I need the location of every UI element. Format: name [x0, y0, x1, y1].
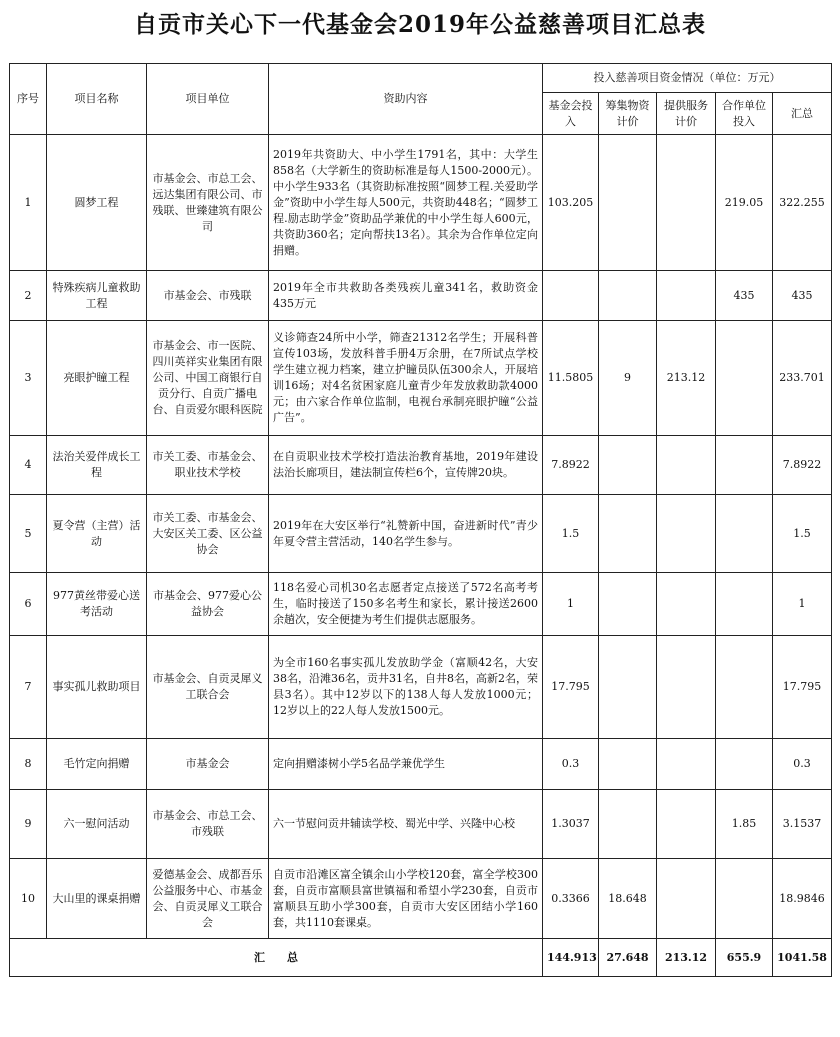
grand-total: 1041.58 — [773, 939, 832, 977]
funding-content: 118名爱心司机30名志愿者定点接送了572名高考考生，临时接送了150多名考生和家长，累计接送2600余趟次，安全便捷为考生们提供志愿服务。 — [269, 573, 543, 636]
header-project-name: 项目名称 — [47, 64, 147, 135]
row-number: 5 — [10, 495, 47, 573]
project-unit: 市基金会、977爱心公益协会 — [147, 573, 269, 636]
funding-content: 六一节慰问贡井辅读学校、蜀光中学、兴隆中心校 — [269, 790, 543, 859]
project-name: 亮眼护瞳工程 — [47, 321, 147, 436]
materials-value — [599, 739, 657, 790]
foundation-input: 1 — [543, 573, 599, 636]
foundation-input: 1.3037 — [543, 790, 599, 859]
foundation-input: 11.5805 — [543, 321, 599, 436]
partner-input — [716, 636, 773, 739]
foundation-input — [543, 271, 599, 321]
row-total: 7.8922 — [773, 436, 832, 495]
partner-input — [716, 436, 773, 495]
row-total: 233.701 — [773, 321, 832, 436]
materials-value: 9 — [599, 321, 657, 436]
project-unit: 市关工委、市基金会、大安区关工委、区公益协会 — [147, 495, 269, 573]
materials-value — [599, 495, 657, 573]
services-value — [657, 495, 716, 573]
funding-content: 2019年在大安区举行“礼赞新中国，奋进新时代”青少年夏令营主营活动，140名学生参与。 — [269, 495, 543, 573]
materials-value — [599, 790, 657, 859]
project-unit: 市基金会、市一医院、四川英祥实业集团有限公司、中国工商银行自贡分行、自贡广播电台、自贡爱尔眼科医院 — [147, 321, 269, 436]
header-col-partners: 合作单位投入 — [716, 93, 773, 135]
row-number: 7 — [10, 636, 47, 739]
total-materials: 27.648 — [599, 939, 657, 977]
foundation-input: 7.8922 — [543, 436, 599, 495]
project-unit: 市关工委、市基金会、职业技术学校 — [147, 436, 269, 495]
row-total: 1 — [773, 573, 832, 636]
project-name: 夏令营（主营）活动 — [47, 495, 147, 573]
funding-content: 义诊筛查24所中小学，筛查21312名学生；开展科普宣传103场，发放科普手册4万余册，在7所试点学校学生建立视力档案，建立护瞳员队伍300余人，开展培训16场；对4名贫困家庭儿童青少年发放救助款4000元；由六家合作单位监制，电视台承制亮眼护瞳“公益广告”。 — [269, 321, 543, 436]
services-value — [657, 436, 716, 495]
row-total: 435 — [773, 271, 832, 321]
row-number: 9 — [10, 790, 47, 859]
row-number: 8 — [10, 739, 47, 790]
partner-input: 219.05 — [716, 135, 773, 271]
partner-input: 1.85 — [716, 790, 773, 859]
funding-content: 2019年全市共救助各类残疾儿童341名，救助资金435万元 — [269, 271, 543, 321]
row-number: 1 — [10, 135, 47, 271]
funding-content: 在自贡职业技术学校打造法治教育基地，2019年建设法治长廊项目，建法制宣传栏6个，宣传牌20块。 — [269, 436, 543, 495]
header-funding-group: 投入慈善项目资金情况（单位：万元） — [543, 64, 832, 93]
services-value — [657, 859, 716, 939]
header-col-services: 提供服务计价 — [657, 93, 716, 135]
project-unit: 市基金会、市总工会、远达集团有限公司、市残联、世臻建筑有限公司 — [147, 135, 269, 271]
funding-content: 自贡市沿滩区富全镇余山小学校120套，富全学校300套，自贡市富顺县富世镇福和希望小学230套，自贡市富顺县互助小学300套，自贡市大安区团结小学160套，共1110套课桌。 — [269, 859, 543, 939]
project-name: 毛竹定向捐赠 — [47, 739, 147, 790]
partner-input: 435 — [716, 271, 773, 321]
row-total: 3.1537 — [773, 790, 832, 859]
services-value: 213.12 — [657, 321, 716, 436]
project-name: 特殊疾病儿童救助工程 — [47, 271, 147, 321]
project-name: 事实孤儿救助项目 — [47, 636, 147, 739]
header-col-total: 汇总 — [773, 93, 832, 135]
services-value — [657, 739, 716, 790]
row-total: 17.795 — [773, 636, 832, 739]
project-unit: 市基金会、自贡灵犀义工联合会 — [147, 636, 269, 739]
services-value — [657, 790, 716, 859]
header-col-materials: 筹集物资计价 — [599, 93, 657, 135]
row-number: 3 — [10, 321, 47, 436]
materials-value — [599, 573, 657, 636]
project-name: 六一慰问活动 — [47, 790, 147, 859]
header-row-1 — [10, 64, 832, 93]
table-row — [10, 636, 832, 739]
services-value — [657, 271, 716, 321]
partner-input — [716, 321, 773, 436]
materials-value — [599, 436, 657, 495]
foundation-input: 17.795 — [543, 636, 599, 739]
partner-input — [716, 495, 773, 573]
table-row — [10, 739, 832, 790]
table-row — [10, 495, 832, 573]
materials-value — [599, 636, 657, 739]
row-total: 322.255 — [773, 135, 832, 271]
services-value — [657, 636, 716, 739]
services-value — [657, 135, 716, 271]
table-row — [10, 321, 832, 436]
project-unit: 市基金会、市残联 — [147, 271, 269, 321]
row-number: 6 — [10, 573, 47, 636]
page-title: 自贡市关心下一代基金会2019年公益慈善项目汇总表 — [133, 11, 706, 38]
funding-content: 为全市160名事实孤儿发放助学金（富顺42名，大安38名，沿滩36名，贡井31名，自井8名，高新2名，荣县3名）。其中12岁以下的138人每人发放1000元；12岁以上的22人每人发放1500元。 — [269, 636, 543, 739]
total-row — [10, 939, 832, 977]
row-total: 18.9846 — [773, 859, 832, 939]
row-total: 0.3 — [773, 739, 832, 790]
partner-input — [716, 739, 773, 790]
header-content: 资助内容 — [269, 64, 543, 135]
funding-content: 2019年共资助大、中小学生1791名，其中：大学生858名（大学新生的资助标准是每人1500-2000元）。中小学生933名（其资助标准按照“圆梦工程.关爱助学金”资助中小学生每人500元，共资助448名；“圆梦工程.励志助学金”资助品学兼优的中小学生每人600元，共资助360名；定向帮扶13名）。其余为合作单位定向捐赠。 — [269, 135, 543, 271]
foundation-input: 1.5 — [543, 495, 599, 573]
total-label: 汇 总 — [10, 939, 543, 977]
project-name: 977黄丝带爱心送考活动 — [47, 573, 147, 636]
row-number: 10 — [10, 859, 47, 939]
foundation-input: 0.3366 — [543, 859, 599, 939]
row-number: 4 — [10, 436, 47, 495]
summary-table — [9, 63, 832, 977]
header-project-unit: 项目单位 — [147, 64, 269, 135]
table-row — [10, 790, 832, 859]
foundation-input: 0.3 — [543, 739, 599, 790]
partner-input — [716, 573, 773, 636]
table-row — [10, 436, 832, 495]
materials-value — [599, 271, 657, 321]
header-seq: 序号 — [10, 64, 47, 135]
project-unit: 爱德基金会、成都吾乐公益服务中心、市基金会、自贡灵犀义工联合会 — [147, 859, 269, 939]
project-unit: 市基金会 — [147, 739, 269, 790]
partner-input — [716, 859, 773, 939]
header-col-foundation: 基金会投入 — [543, 93, 599, 135]
table-row — [10, 135, 832, 271]
total-partners: 655.9 — [716, 939, 773, 977]
table-row — [10, 573, 832, 636]
project-name: 法治关爱伴成长工程 — [47, 436, 147, 495]
project-unit: 市基金会、市总工会、市残联 — [147, 790, 269, 859]
project-name: 圆梦工程 — [47, 135, 147, 271]
foundation-input: 103.205 — [543, 135, 599, 271]
services-value — [657, 573, 716, 636]
row-number: 2 — [10, 271, 47, 321]
row-total: 1.5 — [773, 495, 832, 573]
funding-content: 定向捐赠漆树小学5名品学兼优学生 — [269, 739, 543, 790]
project-name: 大山里的课桌捐赠 — [47, 859, 147, 939]
total-services: 213.12 — [657, 939, 716, 977]
table-row — [10, 859, 832, 939]
materials-value: 18.648 — [599, 859, 657, 939]
materials-value — [599, 135, 657, 271]
table-row — [10, 271, 832, 321]
total-foundation: 144.913 — [543, 939, 599, 977]
